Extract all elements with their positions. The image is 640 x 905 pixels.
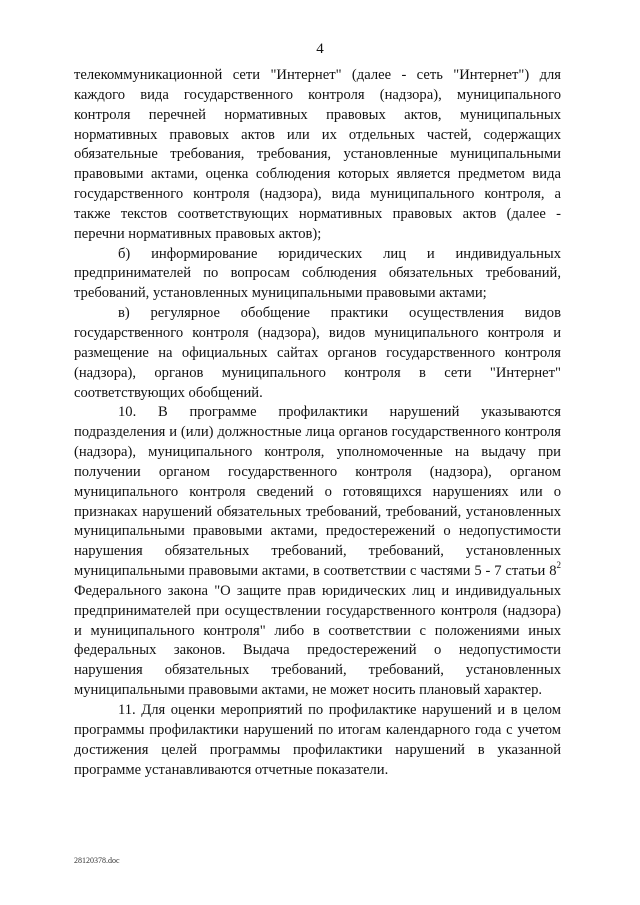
paragraph-clause-11: 11. Для оценки мероприятий по профилактике нарушений и в целом программы профилактики нарушений по итогам календарного года с учетом достижения целей программы профилактики нарушений в указанной программе устанавливаются отчетные показатели. [74, 702, 561, 778]
clause-10-text-start: 10. В программе профилактики нарушений указываются подразделения и (или) должностные лица органов государственного контроля (надзора), муниципального контроля, уполномоченные на выдачу при получении органом государственного контроля (надзора), органом муниципального контроля сведений о готовящихся нарушениях или о признаках нарушений обязательных требований, требований, установленных муниципальными правовыми актами, предостережений о недопустимости нарушения обязательных требований, требований, установленных муниципальными правовыми актами, в соответствии с частями 5 - 7 статьи 8 [74, 404, 561, 580]
article-superscript: 2 [556, 560, 561, 571]
paragraph-item-b: б) информирование юридических лиц и индивидуальных предпринимателей по вопросам соблюдения обязательных требований, требований, установленных муниципальными правовыми актами; [74, 245, 561, 302]
paragraph-continuation: телекоммуникационной сети "Интернет" (далее - сеть "Интернет") для каждого вида государственного контроля (надзора), муниципального контроля перечней нормативных правовых актов, муниципальных нормативных правовых актов или их отдельных частей, содержащих обязательные требования, требования, установленные муниципальными правовыми актами, оценка соблюдения которых является предметом вида государственного контроля (надзора), вида муниципального контроля, а также текстов соответствующих нормативных правовых актов (далее - перечни нормативных правовых актов); [74, 67, 561, 242]
paragraph-clause-10 [74, 403, 561, 701]
document-filename: 28120378.doc [74, 856, 120, 865]
paragraph-item-v: в) регулярное обобщение практики осуществления видов государственного контроля (надзора), видов муниципального контроля и размещение на официальных сайтах органов государственного контроля (надзора), органов муниципального контроля в сети "Интернет" соответствующих обобщений. [74, 305, 561, 401]
clause-10-text-end: Федерального закона "О защите прав юридических лиц и индивидуальных предпринимателей при осуществлении государственного контроля (надзора) и муниципального контроля" либо в соответствии с положениями иных федеральных законов. Выдача предостережений о недопустимости нарушения обязательных требований, требований, установленных муниципальными правовыми актами, не может носить плановый характер. [74, 582, 561, 699]
document-body [74, 66, 561, 780]
page-number: 4 [316, 41, 324, 57]
